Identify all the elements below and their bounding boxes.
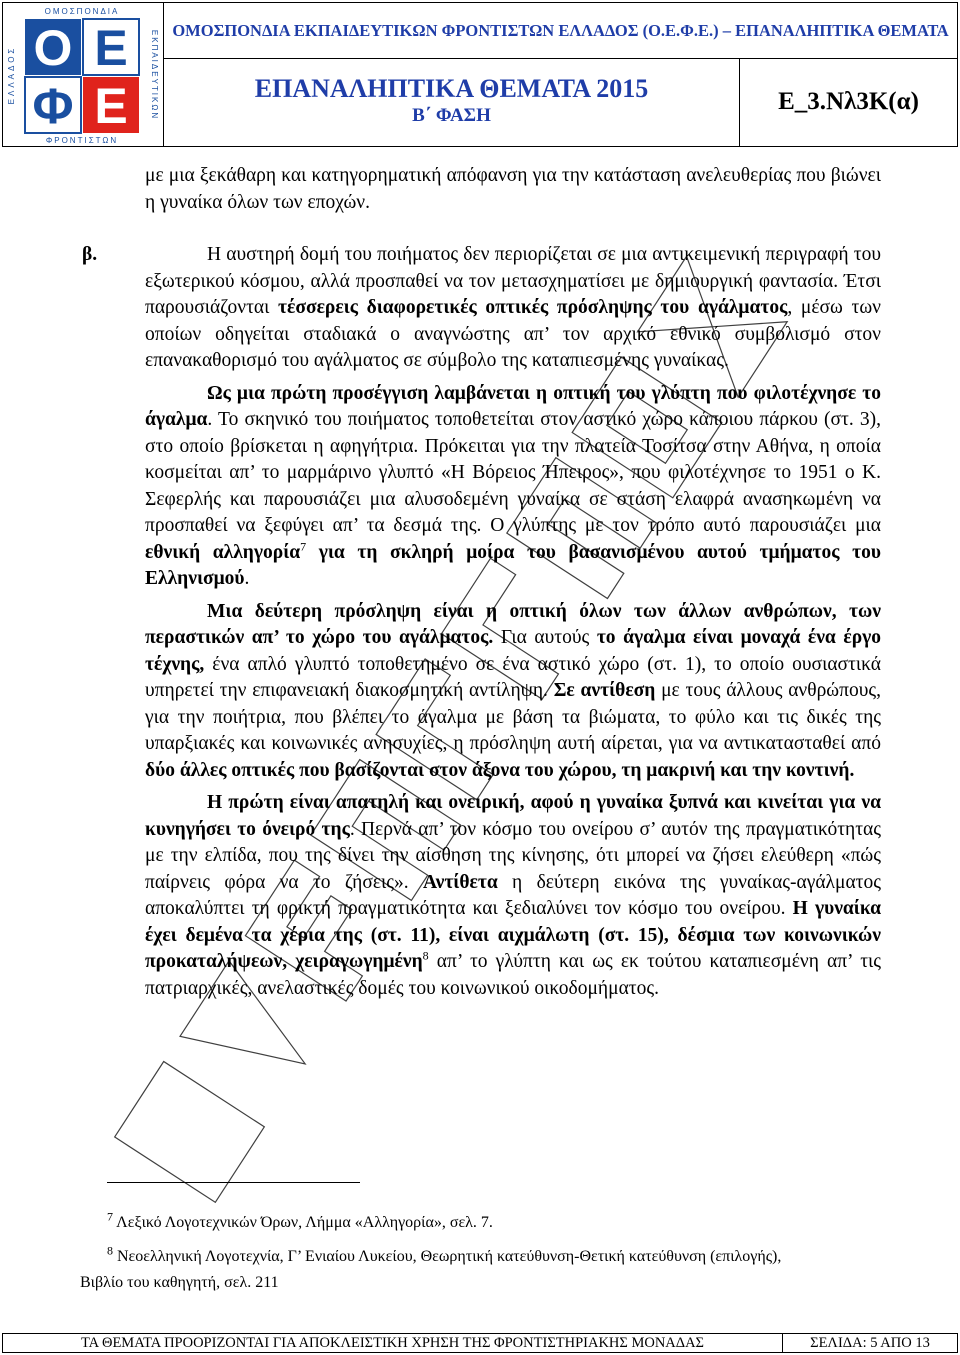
exam-phase: Β΄ ΦΑΣΗ [412,105,491,126]
svg-text:ΟΜΟΣΠΟΝΔΙΑ: ΟΜΟΣΠΟΝΔΙΑ [44,7,120,16]
paragraph-1: με μια ξεκάθαρη και κατηγορηματική απόφανση για την κατάσταση ανελευθερίας που βιώνει η γυναίκα όλων των εποχών. [145,165,881,213]
page-footer [2,1333,958,1353]
page-number: ΣΕΛΙΔΑ: 5 ΑΠΟ 13 [810,1335,930,1351]
footnote-8-cont: Βιβλίο του καθηγητή, σελ. 211 [80,1274,279,1291]
footnote-7: $^7$ Λεξικό Λογοτεχνικών Όρων, Λήμμα «Αλληγορία», σελ. 7. [107,1209,493,1231]
organization-title: ΟΜΟΣΠΟΝΔΙΑ ΕΚΠΑΙΔΕΥΤΙΚΩΝ ΦΡΟΝΤΙΣΤΩΝ ΕΛΛΑΔΟΣ (Ο.Ε.Φ.Ε.) – ΕΠΑΝΑΛΗΠΤΙΚΑ ΘΕΜΑΤΑ [164,3,957,59]
exam-title: ΕΠΑΝΑΛΗΠΤΙΚΑ ΘΕΜΑΤΑ 2015 [254,74,649,103]
logo-letter-o: Ο [33,20,73,76]
paragraph-4: Μια δεύτερη πρόσληψη είναι η οπτική όλων των άλλων ανθρώπων, των περαστικών απ’ το χώρο του αγάλματος. Για αυτούς το άγαλμα είναι μοναχά ένα έργο τέχνης, ένα απλό γλυπτό τοποθετημένο σε ένα αστικό χώρο (στ. 1), το οποίο ουσιαστικά υπηρετεί την επιφανειακή διακοσμητική αντίληψη. Σε αντίθεση με τους άλλους ανθρώπους, για την ποιήτρια, που βλέπει το άγαλμα με βάση τα βιώματα, το φύλο και τις δικές της υπαρξιακές και κοινωνικές ανησυχίες, η πρόσληψη αυτή αίρεται, για να αντικατασταθεί από δύο άλλες οπτικές που βασίζονται στον άξονα του χώρου, τη μακρινή και την κοντινή. [145,600,881,781]
logo-letter-f: Φ [32,78,74,134]
svg-text:ΦΡΟΝΤΙΣΤΩΝ: ΦΡΟΝΤΙΣΤΩΝ [45,136,119,145]
exam-code: Ε_3.Νλ3Κ(α) [778,88,919,115]
paragraph-beta: β. Η αυστηρή δομή του ποιήματος δεν περιορίζεται σε μια αντικειμενική περιγραφή του εξωτερικού κόσμου, αλλά προσπαθεί να τον μετασχηματίσει με δημιουργική φαντασία. Έτσι παρουσιάζονται τέσσερεις διαφορετικές οπτικές πρόσληψης του αγάλματος, μέσω των οποίων οδηγείται σταδιακά ο αναγνώστης απ’ τον αρχικό εθνικό συμβολισμό στον επανακαθορισμό του αγάλματος σε σύμβολο της καταπιεσμένης γυναίκας. [82,244,881,371]
footnote-rule [107,1182,360,1183]
svg-text:ΕΚΠΑΙΔΕΥΤΙΚΩΝ: ΕΚΠΑΙΔΕΥΤΙΚΩΝ [150,29,159,121]
page-header [2,2,958,147]
main-text [82,163,881,1002]
exam-title-block [164,58,740,146]
footnote-8: $^8$ Νεοελληνική Λογοτεχνία, Γ’ Ενιαίου Λυκείου, Θεωρητική κατεύθυνση-Θετική κατεύθυνση (επιλογής), [107,1243,782,1265]
oefe-logo [3,3,164,146]
footer-notice: ΤΑ ΘΕΜΑΤΑ ΠΡΟΟΡΙΖΟΝΤΑΙ ΓΙΑ ΑΠΟΚΛΕΙΣΤΙΚΗ ΧΡΗΣΗ ΤΗΣ ΦΡΟΝΤΙΣΤΗΡΙΑΚΗΣ ΜΟΝΑΔΑΣ [3,1334,783,1352]
logo-letter-e2: Ε [94,78,128,134]
logo-letter-e1: Ε [94,20,128,76]
svg-text:ΕΛΛΑΔΟΣ: ΕΛΛΑΔΟΣ [7,45,16,105]
paragraph-3: Ως μια πρώτη προσέγγιση λαμβάνεται η οπτική του γλύπτη που φιλοτέχνησε το άγαλμα. Το σκηνικό του ποιήματος τοποθετείται στον αστικό χώρο κάποιου πάρκου (στ. 3), στο οποίο βρίσκεται η αφηγήτρια. Πρόκειται για την πλατεία Τοσίτσα στην Αθήνα, η οποία κοσμείται απ’ το μαρμάρινο γλυπτό «Η Βόρειος Ήπειρος», που φιλοτέχνησε το 1951 ο Κ. Σεφερλής και παρουσιάζει μια αλυσοδεμένη γυναίκα σε στάση ελαφρά ανασηκωμένη να προσπαθεί να ξεφύγει απ’ τα δεσμά της. Ο γλύπτης με τον τρόπο αυτό παρουσιάζει μια εθνική αλληγορία$^7$ για τη σκληρή μοίρα του βασανισμένου αυτού τμήματος του Ελληνισμού. [145,382,881,589]
item-label-beta: β. [82,244,98,265]
paragraph-5: Η πρώτη είναι απατηλή και ονειρική, αφού η γυναίκα ξυπνά και κινείται για να κυνηγήσει το όνειρό της. Περνά απ’ τον κόσμο του ονείρου σ’ αυτόν της πραγματικότητας με την ελπίδα, που της δίνει την αίσθηση της κίνησης, ότι μπορεί να ζήσει ελεύθερη «πώς παίρνεις φόρα να το ζήσεις». Αντίθετα η δεύτερη εικόνα της γυναίκας-αγάλματος αποκαλύπτει τη φρικτή πραγματικότητα και ξεδιαλύνει τον κόσμο του ονείρου. Η γυναίκα έχει δεμένα τα χέρια της (στ. 11), είναι αιχμάλωτη (στ. 15), δέσμια των κοινωνικών προκαταλήψεων, χειραγωγημένη$^8$ απ’ το γλύπτη και ως εκ τούτου καταπιεσμένη απ’ τις πατριαρχικές, ανελαστικές δομές του κοινωνικού οικοδομήματος. [145,792,881,999]
